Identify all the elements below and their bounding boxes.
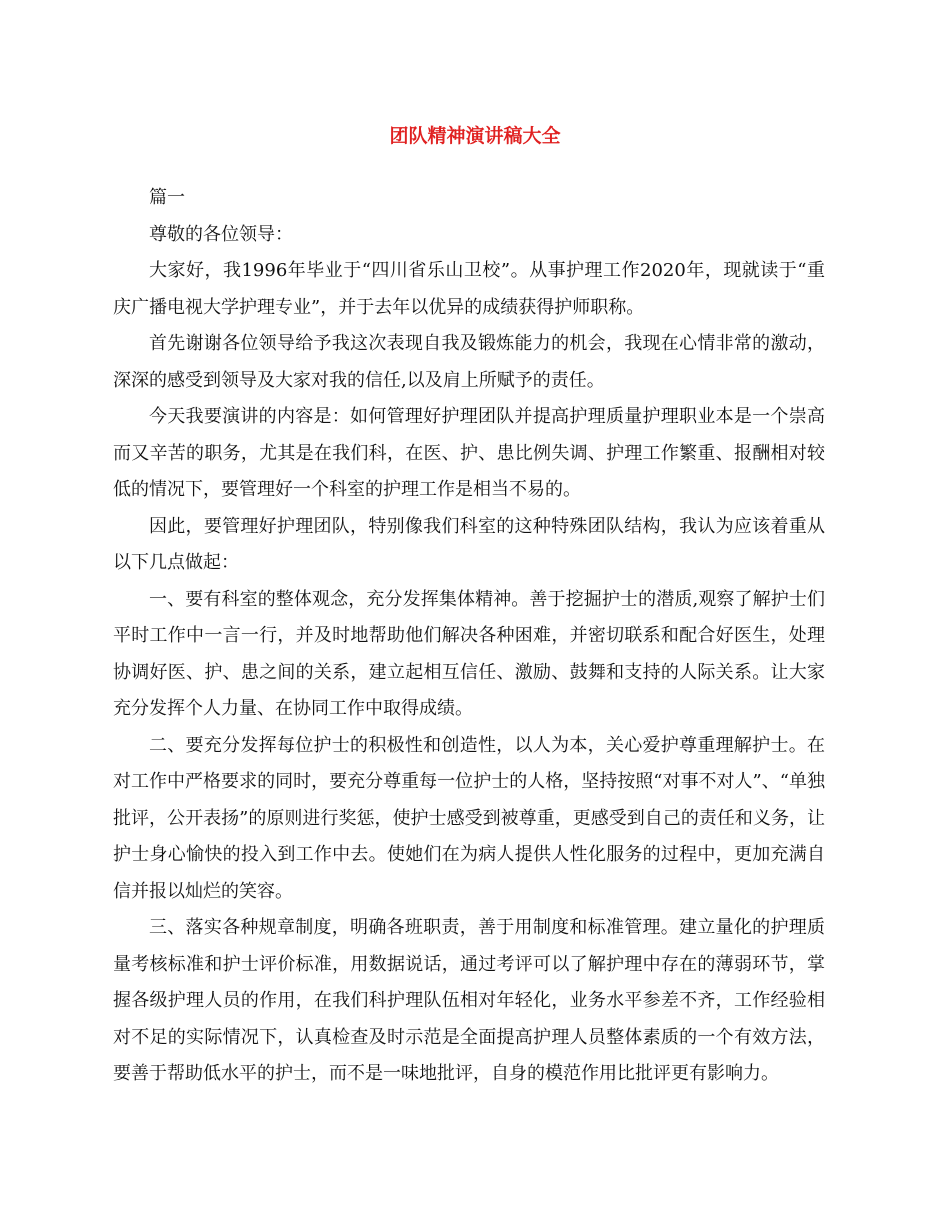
paragraph-point-three: 三、落实各种规章制度，明确各班职责，善于用制度和标准管理。建立量化的护理质量考核标准和护士评价标准，用数据说话，通过考评可以了解护理中存在的薄弱环节，掌握各级护理人员的作用，在我们科护理队伍相对年轻化，业务水平参差不齐，工作经验相对不足的实际情况下，认真检查及时示范是全面提高护理人员整体素质的一个有效方法，要善于帮助低水平的护士，而不是一味地批评，自身的模范作用比批评更有影响力。 — [113, 917, 825, 1084]
paragraph-intro: 大家好，我1996年毕业于“四川省乐山卫校”。从事护理工作2020年，现就读于“重庆广播电视大学护理专业”，并于去年以优异的成绩获得护师职称。 — [113, 260, 825, 318]
paragraph-thanks: 首先谢谢各位领导给予我这次表现自我及锻炼能力的机会，我现在心情非常的激动，深深的感受到领导及大家对我的信任,以及肩上所赋予的责任。 — [113, 333, 825, 391]
paragraph-point-two: 二、要充分发挥每位护士的积极性和创造性，以人为本，关心爱护尊重理解护士。在对工作中严格要求的同时，要充分尊重每一位护士的人格，坚持按照“对事不对人”、“单独批评，公开表扬”的原则进行奖惩，使护士感受到被尊重，更感受到自己的责任和义务，让护士身心愉快的投入到工作中去。使她们在为病人提供人性化服务的过程中，更加充满自信并报以灿烂的笑容。 — [113, 734, 825, 902]
salutation: 尊敬的各位领导： — [149, 223, 293, 245]
paragraph-transition: 因此，要管理好护理团队，特别像我们科室的这种特殊团队结构，我认为应该着重从以下几点做起： — [113, 515, 825, 573]
document-body — [113, 180, 825, 1093]
paragraph-topic: 今天我要演讲的内容是：如何管理好护理团队并提高护理质量护理职业本是一个崇高而又辛苦的职务，尤其是在我们科，在医、护、患比例失调、护理工作繁重、报酬相对较低的情况下，要管理好一个科室的护理工作是相当不易的。 — [113, 406, 825, 500]
paragraph-point-one: 一、要有科室的整体观念，充分发挥集体精神。善于挖掘护士的潜质,观察了解护士们平时工作中一言一行，并及时地帮助他们解决各种困难，并密切联系和配合好医生，处理协调好医、护、患之间的关系，建立起相互信任、激励、鼓舞和支持的人际关系。让大家充分发挥个人力量、在协同工作中取得成绩。 — [113, 588, 825, 719]
document-title: 团队精神演讲稿大全 — [389, 125, 561, 147]
section-heading: 篇一 — [149, 187, 185, 208]
